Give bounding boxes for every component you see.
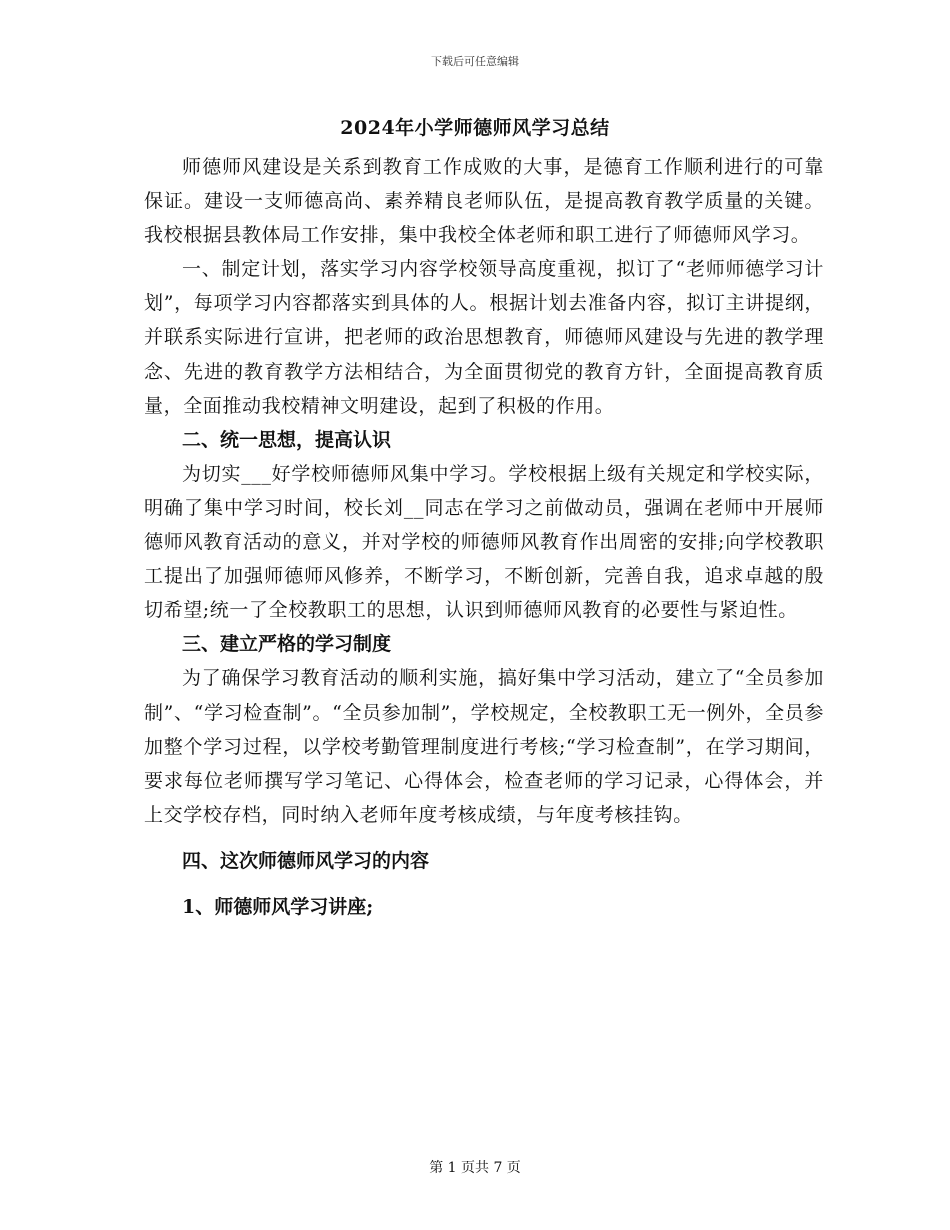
paragraph-intro: 师德师风建设是关系到教育工作成败的大事，是德育工作顺利进行的可靠保证。建设一支师德高尚、素养精良老师队伍，是提高教育教学质量的关键。我校根据县教体局工作安排，集中我校全体老师和职工进行了师德师风学习。 xyxy=(144,156,824,247)
page-header: 下载后可任意编辑 xyxy=(431,55,519,68)
page-footer: 第 1 页共 7 页 xyxy=(429,1160,521,1176)
paragraph-section-3: 为了确保学习教育活动的顺利实施，搞好集中学习活动，建立了“全员参加制”、“学习检查制”。“全员参加制”，学校规定，全校教职工无一例外，全员参加整个学习过程，以学校考勤管理制度进行考核;“学习检查制”，在学习期间，要求每位老师撰写学习笔记、心得体会，检查老师的学习记录，心得体会，并上交学校存档，同时纳入老师年度考核成绩，与年度考核挂钩。 xyxy=(144,667,824,826)
heading-section-2: 二、统一思想，提高认识 xyxy=(182,428,392,451)
heading-section-3: 三、建立严格的学习制度 xyxy=(182,633,392,656)
document-title: 2024年小学师德师风学习总结 xyxy=(340,117,610,139)
paragraph-section-1: 一、制定计划，落实学习内容学校领导高度重视，拟订了“老师师德学习计划”，每项学习内容都落实到具体的人。根据计划去准备内容，拟订主讲提纲，并联系实际进行宣讲，把老师的政治思想教育，师德师风建设与先进的教学理念、先进的教育教学方法相结合，为全面贯彻党的教育方针，全面提高教育质量，全面推动我校精神文明建设，起到了积极的作用。 xyxy=(144,258,824,417)
paragraph-section-2: 为切实___好学校师德师风集中学习。学校根据上级有关规定和学校实际，明确了集中学习时间，校长刘__同志在学习之前做动员，强调在老师中开展师德师风教育活动的意义，并对学校的师德师风教育作出周密的安排;向学校教职工提出了加强师德师风修养，不断学习，不断创新，完善自我，追求卓越的殷切希望;统一了全校教职工的思想，认识到师德师风教育的必要性与紧迫性。 xyxy=(144,462,824,622)
heading-section-4: 四、这次师德师风学习的内容 xyxy=(182,849,430,872)
heading-subsection-1: 1、师德师风学习讲座; xyxy=(182,895,374,918)
document-body xyxy=(144,150,824,924)
